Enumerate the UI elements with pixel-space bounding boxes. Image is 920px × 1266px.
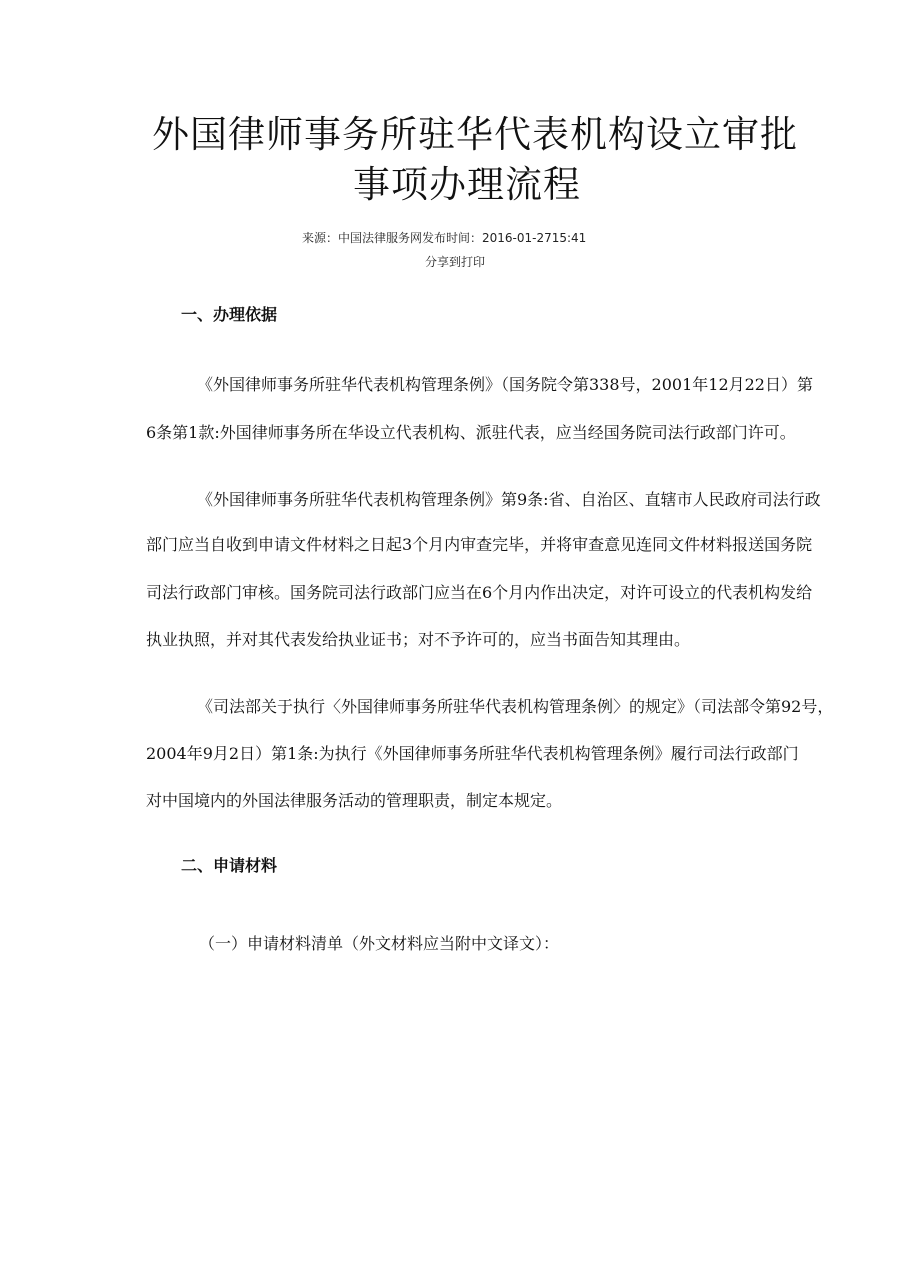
paragraph-3-line-2: 2004年9月2日）第1条:为执行《外国律师事务所驻华代表机构管理条例》履行司法行政部门 [146,744,799,763]
paragraph-2-line-3: 司法行政部门审核。国务院司法行政部门应当在6个月内作出决定，对许可设立的代表机构发给 [146,583,813,602]
share-print-links[interactable]: 分享到打印 [425,255,486,269]
paragraph-2-line-1: 《外国律师事务所驻华代表机构管理条例》第9条:省、自治区、直辖市人民政府司法行政 [197,490,821,509]
paragraph-3-line-3: 对中国境内的外国法律服务活动的管理职责，制定本规定。 [146,791,563,810]
section-heading-application-materials: 二、申请材料 [181,856,278,875]
document-title-line-1: 外国律师事务所驻华代表机构设立审批 [152,113,798,156]
paragraph-2-line-4: 执业执照，并对其代表发给执业证书；对不予许可的，应当书面告知其理由。 [146,630,691,649]
paragraph-1-line-2: 6条第1款:外国律师事务所在华设立代表机构、派驻代表，应当经国务院司法行政部门许可。 [146,423,796,442]
paragraph-3-line-1: 《司法部关于执行〈外国律师事务所驻华代表机构管理条例〉的规定》（司法部令第92号， [197,697,834,716]
paragraph-1-line-1: 《外国律师事务所驻华代表机构管理条例》（国务院令第338号，2001年12月22日）第 [197,375,813,394]
source-and-publish-time: 来源：中国法律服务网发布时间：2016-01-2715:41 [302,231,587,245]
paragraph-2-line-2: 部门应当自收到申请文件材料之日起3个月内审查完毕，并将审查意见连同文件材料报送国务院 [146,535,813,554]
document-title-line-2: 事项办理流程 [353,163,581,206]
materials-list-subheading: （一）申请材料清单（外文材料应当附中文译文）： [199,934,560,953]
section-heading-legal-basis: 一、办理依据 [181,305,278,324]
